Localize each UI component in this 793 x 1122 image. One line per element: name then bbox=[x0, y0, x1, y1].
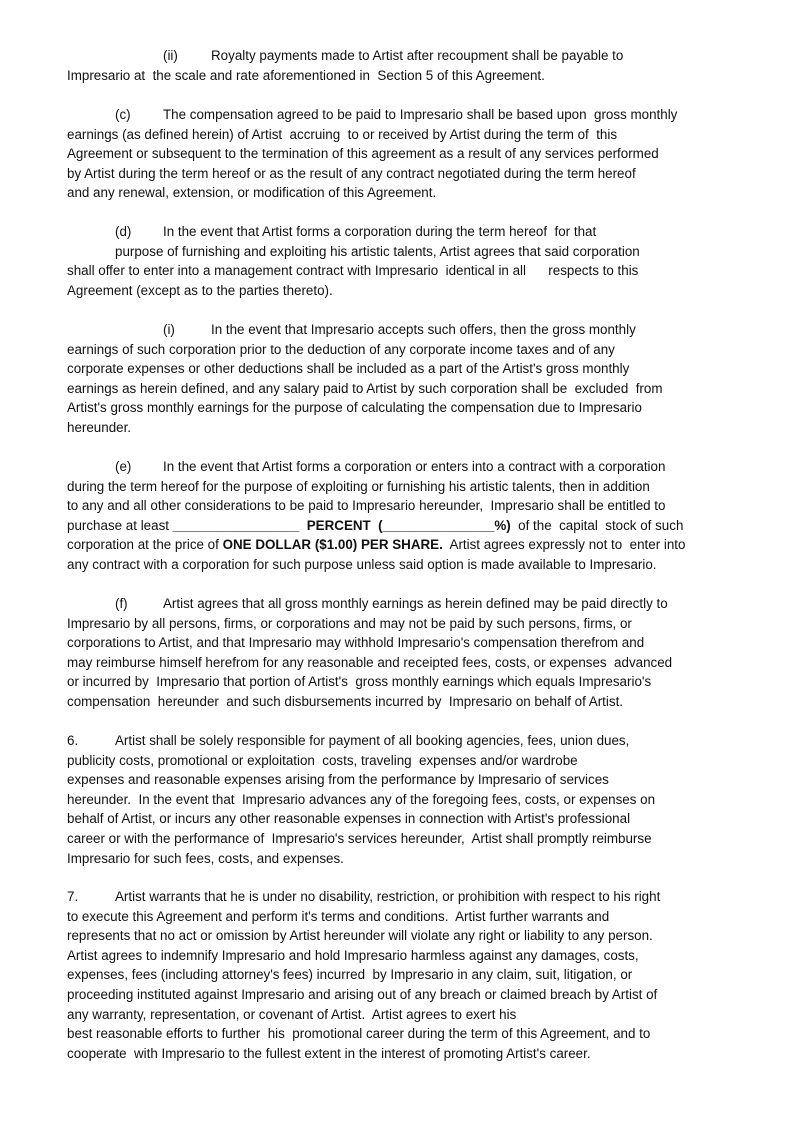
paragraph-5f bbox=[67, 594, 729, 712]
text-line: any contract with a corporation for such purpose unless said option is made available to Impresario. bbox=[67, 556, 657, 572]
text-line: behalf of Artist, or incurs any other reasonable expenses in connection with Artist's professional bbox=[67, 811, 631, 827]
paragraph-7 bbox=[67, 887, 729, 1063]
share-price: ONE DOLLAR ($1.00) PER SHARE. bbox=[222, 537, 443, 553]
text-line: may reimburse himself herefrom for any reasonable and receipted fees, costs, or expenses advanced bbox=[67, 654, 673, 670]
text-line: shall offer to enter into a management contract with Impresario identical in all respects to this bbox=[67, 263, 639, 279]
text-line: or incurred by Impresario that portion of Artist's gross monthly earnings which equals Impresario's bbox=[67, 674, 652, 690]
text-line: best reasonable efforts to further his promotional career during the term of this Agreement, and to bbox=[67, 1026, 651, 1042]
text-line: expenses, fees (including attorney's fees) incurred by Impresario in any claim, suit, litigation, or bbox=[67, 967, 633, 983]
clause-label: (ii) bbox=[163, 48, 178, 63]
text-line: purpose of furnishing and exploiting his artistic talents, Artist agrees that said corporation bbox=[115, 243, 640, 259]
clause-label: (c) bbox=[115, 107, 131, 122]
paragraph-5c bbox=[67, 105, 729, 203]
text-line: (i) In the event that Impresario accepts such offers, then the gross monthly bbox=[67, 320, 729, 340]
text-line: and any renewal, extension, or modification of this Agreement. bbox=[67, 185, 437, 201]
text-line: (c) The compensation agreed to be paid to Impresario shall be based upon gross monthly bbox=[67, 105, 729, 125]
text-line: Impresario for such fees, costs, and expenses. bbox=[67, 850, 344, 866]
text-line: purchase at least _________________ PERCENT (_______________%) of the capital stock of such bbox=[67, 517, 684, 533]
text-line: represents that no act or omission by Artist hereunder will violate any right or liability to any person. bbox=[67, 928, 653, 944]
paragraph-5e bbox=[67, 457, 729, 575]
text-line: any warranty, representation, or covenant of Artist. Artist agrees to exert his bbox=[67, 1006, 517, 1022]
text-line: Agreement (except as to the parties thereto). bbox=[67, 282, 333, 298]
text-line: earnings (as defined herein) of Artist accruing to or received by Artist during the term of this bbox=[67, 126, 618, 142]
paragraph-6 bbox=[67, 731, 729, 868]
text-line: (d) In the event that Artist forms a corporation during the term hereof for that bbox=[67, 222, 729, 242]
text-line: earnings as herein defined, and any salary paid to Artist by such corporation shall be excluded from bbox=[67, 380, 663, 396]
text-line: Artist's gross monthly earnings for the purpose of calculating the compensation due to Impresario bbox=[67, 400, 642, 416]
text-line: career or with the performance of Impresario's services hereunder, Artist shall promptly reimburse bbox=[67, 830, 652, 846]
text-line: hereunder. bbox=[67, 419, 132, 435]
text-line: hereunder. In the event that Impresario advances any of the foregoing fees, costs, or expenses on bbox=[67, 791, 656, 807]
text-line: Agreement or subsequent to the termination of this agreement as a result of any services performed bbox=[67, 146, 659, 162]
text-line: corporation at the price of ONE DOLLAR ($1.00) PER SHARE. Artist agrees expressly not to enter into bbox=[67, 537, 686, 553]
clause-label: (i) bbox=[163, 322, 175, 337]
text-line: Impresario at the scale and rate aforementioned in Section 5 of this Agreement. bbox=[67, 67, 545, 83]
paragraph-5d bbox=[67, 222, 729, 300]
paragraph-5d-i bbox=[67, 320, 729, 438]
text-line: earnings of such corporation prior to the deduction of any corporate income taxes and of any bbox=[67, 341, 615, 357]
text-line: (f) Artist agrees that all gross monthly earnings as herein defined may be paid directly to bbox=[67, 594, 729, 614]
text-line: corporations to Artist, and that Impresario may withhold Impresario's compensation therefrom and bbox=[67, 635, 645, 651]
text-line: (e) In the event that Artist forms a corporation or enters into a contract with a corporation bbox=[67, 457, 729, 477]
text-line: compensation hereunder and such disbursements incurred by Impresario on behalf of Artist. bbox=[67, 693, 624, 709]
text-line: Impresario by all persons, firms, or corporations and may not be paid by such persons, firms, or bbox=[67, 615, 632, 631]
text-line: 7. Artist warrants that he is under no disability, restriction, or prohibition with respect to his right bbox=[67, 887, 729, 907]
text-line: proceeding instituted against Impresario and arising out of any breach or claimed breach by Artist of bbox=[67, 986, 658, 1002]
text-line: publicity costs, promotional or exploitation costs, traveling expenses and/or wardrobe bbox=[67, 752, 578, 768]
text-line: 6. Artist shall be solely responsible for payment of all booking agencies, fees, union dues, bbox=[67, 731, 729, 751]
paragraph-5b-ii bbox=[67, 46, 729, 85]
text-line: cooperate with Impresario to the fullest extent in the interest of promoting Artist's career. bbox=[67, 1045, 591, 1061]
clause-label: (e) bbox=[115, 459, 132, 474]
text-line: to any and all other considerations to be paid to Impresario hereunder, Impresario shall be entitled to bbox=[67, 498, 666, 514]
text-line: Artist agrees to indemnify Impresario and hold Impresario harmless against any damages, costs, bbox=[67, 947, 639, 963]
text-line: to execute this Agreement and perform it's terms and conditions. Artist further warrants and bbox=[67, 908, 610, 924]
text-line: during the term hereof for the purpose of exploiting or furnishing his artistic talents, then in addition bbox=[67, 478, 650, 494]
text-line: expenses and reasonable expenses arising from the performance by Impresario of services bbox=[67, 772, 609, 788]
text-line: corporate expenses or other deductions shall be included as a part of the Artist's gross monthly bbox=[67, 361, 630, 377]
text-line: (ii) Royalty payments made to Artist after recoupment shall be payable to bbox=[67, 46, 729, 66]
clause-label: (d) bbox=[115, 224, 132, 239]
percent-blank: _________________ PERCENT (_______________%) bbox=[172, 517, 511, 533]
clause-label: 6. bbox=[67, 733, 79, 748]
clause-label: (f) bbox=[115, 596, 128, 611]
text-line: by Artist during the term hereof or as the result of any contract negotiated during the term hereof bbox=[67, 165, 636, 181]
clause-label: 7. bbox=[67, 889, 79, 904]
